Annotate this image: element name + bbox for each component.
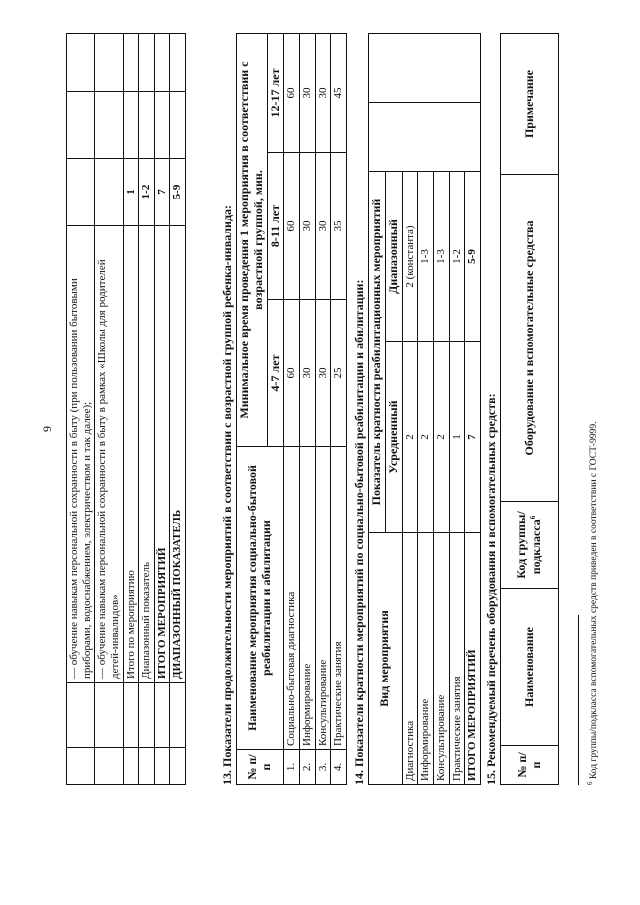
top-empty-name-4 xyxy=(139,683,155,748)
top-empty-num xyxy=(67,748,95,785)
table-cell-range: 1-3 xyxy=(433,172,449,342)
top-empty-v3-3 xyxy=(123,34,139,92)
top-text-line1: — обучение навыкам персональной сохранности в быту (при пользовании бытовыми приборами, водоснабжением, электричеством и так далее); xyxy=(67,226,95,683)
table-row-num: 1. xyxy=(284,750,300,785)
section-15-title: 15. Рекомендуемый перечень оборудования и вспомогательных средств: xyxy=(484,393,498,785)
table-cell-avg: 2 xyxy=(433,342,449,533)
table-row-name: Практические занятия xyxy=(449,533,465,785)
table-cell-range: 1-2 xyxy=(449,172,465,342)
top-empty-name-6 xyxy=(170,683,186,748)
top-empty-v3-2 xyxy=(95,34,123,92)
total-events-value: 7 xyxy=(154,159,170,226)
section-14-title: 14. Показатели кратности мероприятий по социально-бытовой реабилитации и абилитации: xyxy=(352,279,366,785)
total-events-label: ИТОГО МЕРОПРИЯТИЙ xyxy=(154,226,170,683)
top-empty-num-3 xyxy=(123,748,139,785)
table-row-num: 3. xyxy=(315,750,331,785)
table-row-name: Диагностика xyxy=(402,533,418,785)
top-empty-num-4 xyxy=(139,748,155,785)
table-row-name: Информирование xyxy=(300,447,316,750)
table-cell-avg: 2 xyxy=(402,342,418,533)
duration-table xyxy=(236,33,347,785)
top-empty-v2-5 xyxy=(154,92,170,159)
frequency-empty-col-2 xyxy=(369,34,481,103)
top-empty-v3-4 xyxy=(139,34,155,92)
table-row-name: Консультирование xyxy=(433,533,449,785)
table-cell-value: 30 xyxy=(315,153,331,300)
page-number: 9 xyxy=(40,426,54,432)
top-table xyxy=(66,33,186,785)
table-cell-value: 60 xyxy=(284,300,300,447)
top-empty-v2-3 xyxy=(123,92,139,159)
duration-col-time: Минимальное время проведения 1 мероприятия в соответствии с возрастной группой, мин. xyxy=(237,34,268,447)
table-cell-avg: 2 xyxy=(418,342,434,533)
age-group-4-7: 4-7 лет xyxy=(267,300,284,447)
table-cell-avg-total: 7 xyxy=(465,342,481,533)
top-empty-name-2 xyxy=(95,683,123,748)
equipment-col-note: Примечание xyxy=(501,34,559,175)
table-cell-value: 30 xyxy=(315,300,331,447)
equipment-col-equip: Оборудование и вспомогательные средства xyxy=(501,175,559,502)
frequency-col-type: Вид мероприятия xyxy=(369,533,403,785)
range-indicator-label: Диапазонный показатель xyxy=(139,226,155,683)
top-empty-name xyxy=(67,683,95,748)
table-cell-value: 45 xyxy=(331,34,347,153)
top-empty-v2-6 xyxy=(170,92,186,159)
range-total-label: ДИАПАЗОННЫЙ ПОКАЗАТЕЛЬ xyxy=(170,226,186,683)
top-text-line2: — обучение навыкам персональной сохранности в быту в рамках «Школы для родителей детей-инвалидов» xyxy=(95,226,123,683)
frequency-empty-col-1 xyxy=(369,103,481,172)
table-cell-value: 30 xyxy=(300,153,316,300)
top-empty-v2-4 xyxy=(139,92,155,159)
footnote-divider xyxy=(578,615,579,785)
frequency-col-range: Диапазонный xyxy=(385,172,402,342)
table-row-name: Практические занятия xyxy=(331,447,347,750)
table-cell-value: 25 xyxy=(331,300,347,447)
top-empty-num-2 xyxy=(95,748,123,785)
equipment-table xyxy=(500,33,559,785)
age-group-8-11: 8-11 лет xyxy=(267,153,284,300)
frequency-table xyxy=(368,33,481,785)
equipment-col-num: № п/п xyxy=(501,746,559,785)
top-empty-v3-6 xyxy=(170,34,186,92)
table-row-num: 2. xyxy=(300,750,316,785)
table-cell-value: 30 xyxy=(300,34,316,153)
total-by-event-value: 1 xyxy=(123,159,139,226)
footnote: $^6$ Код группы/подкласса вспомогательных средств приведен в соответствии с ГОСТ-9999. xyxy=(586,421,600,785)
table-row-name: Консультирование xyxy=(315,447,331,750)
total-by-event-label: Итого по мероприятию xyxy=(123,226,139,683)
table-cell-value: 30 xyxy=(300,300,316,447)
top-empty-num-6 xyxy=(170,748,186,785)
top-empty-name-5 xyxy=(154,683,170,748)
range-indicator-value: 1-2 xyxy=(139,159,155,226)
section-13-title: 13. Показатели продолжительности мероприятий в соответствии с возрастной группой ребенка-инвалида: xyxy=(220,204,234,785)
duration-col-num: № п/п xyxy=(237,750,284,785)
table-cell-value: 35 xyxy=(331,153,347,300)
range-total-value: 5-9 xyxy=(170,159,186,226)
top-empty-v3 xyxy=(67,34,95,92)
top-empty-v1-2 xyxy=(95,159,123,226)
top-empty-name-3 xyxy=(123,683,139,748)
table-cell-range-total: 5-9 xyxy=(465,172,481,342)
equipment-col-code: Код группы/ подкласса$^6$ xyxy=(501,502,559,589)
duration-col-name: Наименование мероприятия социально-бытовой реабилитации и абилитации xyxy=(237,447,284,750)
table-cell-value: 60 xyxy=(284,34,300,153)
top-empty-v1 xyxy=(67,159,95,226)
top-empty-v2 xyxy=(67,92,95,159)
frequency-col-group: Показатель кратности реабилитационных мероприятий xyxy=(369,172,386,533)
table-row-num: 4. xyxy=(331,750,347,785)
frequency-col-avg: Усредненный xyxy=(385,342,402,533)
table-cell-range: 2 (константа) xyxy=(402,172,418,342)
table-row-name: Социально-бытовая диагностика xyxy=(284,447,300,750)
table-row-name-total: ИТОГО МЕРОПРИЯТИЙ xyxy=(465,533,481,785)
equipment-col-name: Наименование xyxy=(501,589,559,746)
table-row-name: Информирование xyxy=(418,533,434,785)
age-group-12-17: 12-17 лет xyxy=(267,34,284,153)
table-cell-range: 1-3 xyxy=(418,172,434,342)
top-empty-num-5 xyxy=(154,748,170,785)
top-empty-v2-2 xyxy=(95,92,123,159)
top-empty-v3-5 xyxy=(154,34,170,92)
table-cell-value: 60 xyxy=(284,153,300,300)
table-cell-avg: 1 xyxy=(449,342,465,533)
table-cell-value: 30 xyxy=(315,34,331,153)
